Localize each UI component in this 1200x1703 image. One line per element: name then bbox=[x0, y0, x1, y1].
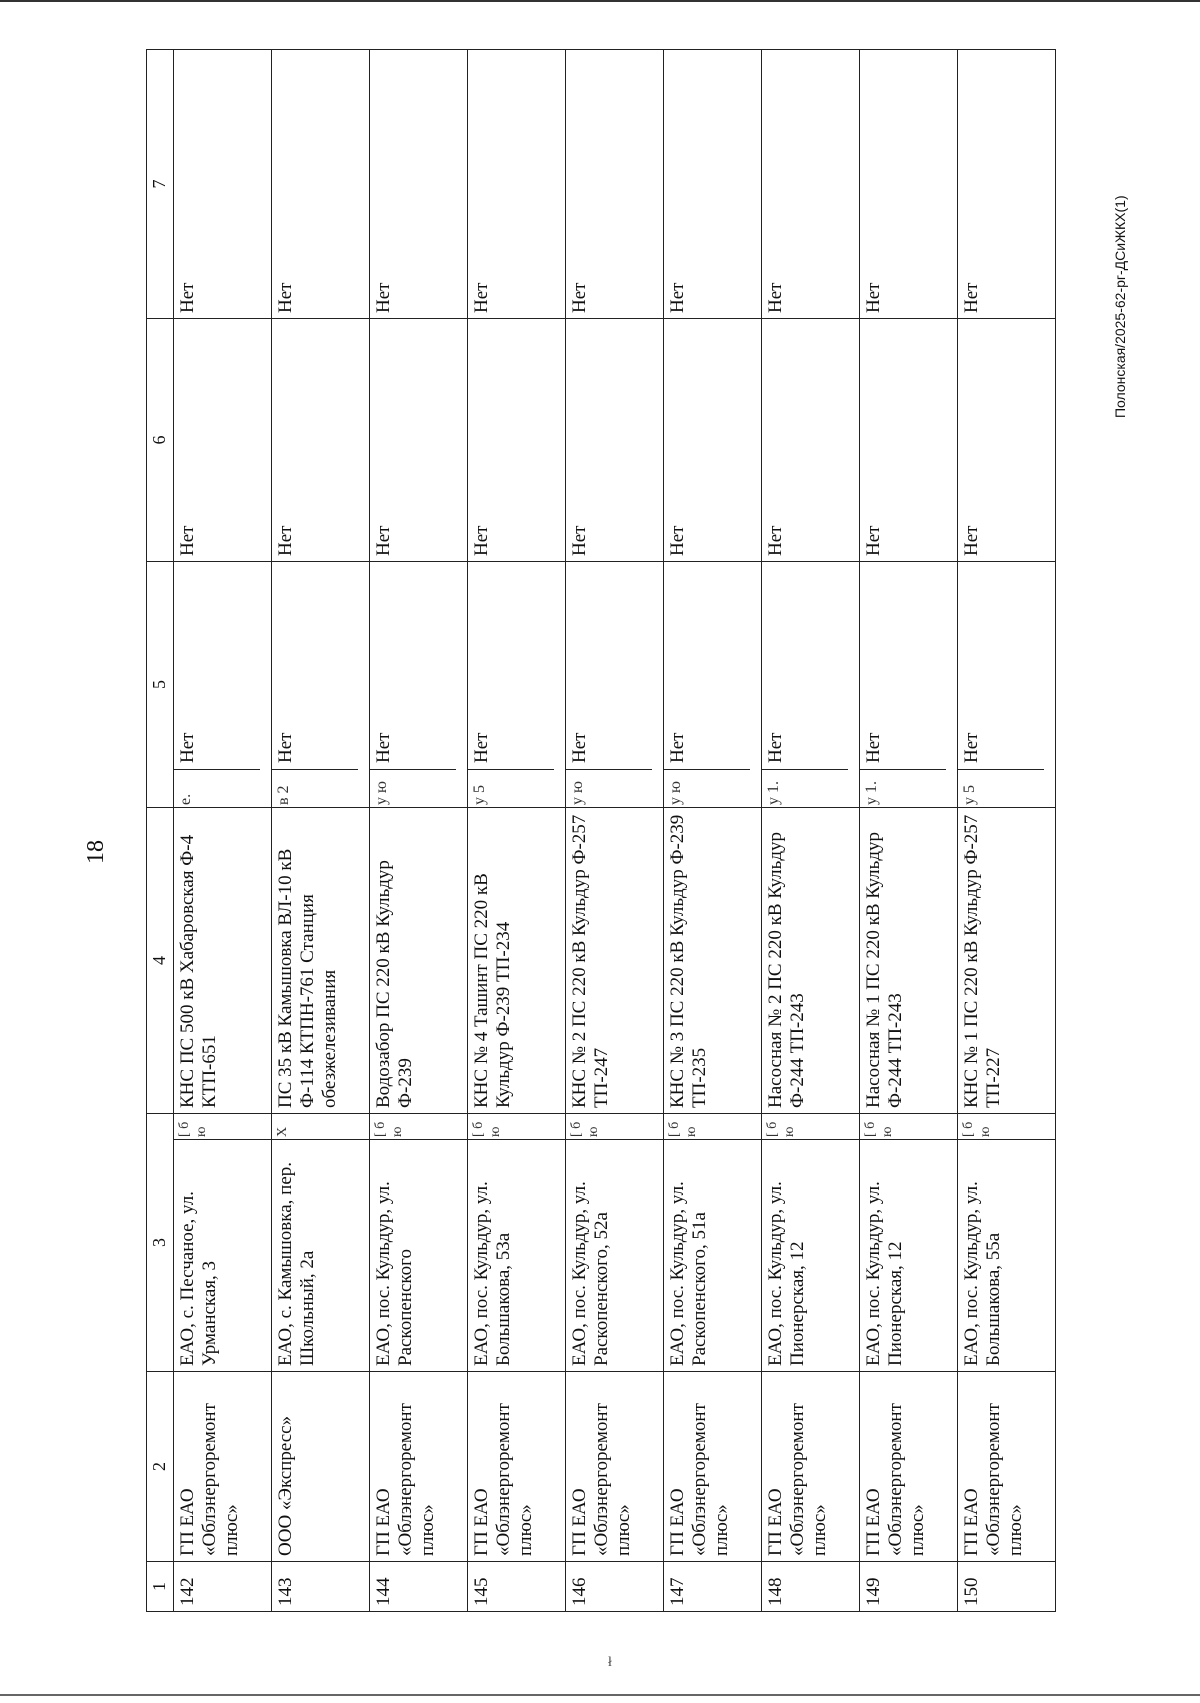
cell-organization: ГП ЕАО «Облэнергоремонт плюс» bbox=[174, 1372, 272, 1562]
cell-col7: Нет bbox=[468, 50, 566, 319]
cell-organization: ГП ЕАО «Облэнергоремонт плюс» bbox=[566, 1372, 664, 1562]
table-row bbox=[272, 50, 370, 1612]
cell-organization: ГП ЕАО «Облэнергоремонт плюс» bbox=[958, 1372, 1056, 1562]
cut-text-fragment: у 1. bbox=[762, 769, 848, 807]
cut-text-fragment: [ б ю bbox=[958, 1114, 1055, 1140]
cut-text-fragment: [ б ю bbox=[370, 1114, 467, 1140]
cell-address bbox=[762, 1114, 860, 1372]
value-text: Нет bbox=[569, 732, 590, 763]
cell-col5 bbox=[860, 562, 958, 808]
table-row bbox=[860, 50, 958, 1612]
address-text: ЕАО, пос. Кульдур, ул. Большакова, 55а bbox=[961, 1181, 1004, 1366]
cell-number: 149 bbox=[860, 1562, 958, 1612]
cell-col5 bbox=[566, 562, 664, 808]
cell-organization: ГП ЕАО «Облэнергоремонт плюс» bbox=[860, 1372, 958, 1562]
cell-number: 147 bbox=[664, 1562, 762, 1612]
cell-col7: Нет bbox=[860, 50, 958, 319]
top-scan-edge bbox=[0, 0, 1200, 6]
cell-power-source: Водозабор ПС 220 кВ Кульдур Ф-239 bbox=[370, 808, 468, 1114]
cell-address bbox=[860, 1114, 958, 1372]
cell-col7: Нет bbox=[958, 50, 1056, 319]
cell-power-source: КНС № 4 Ташинт ПС 220 кВ Кульдур Ф-239 ТП-234 bbox=[468, 808, 566, 1114]
table-row bbox=[468, 50, 566, 1612]
cell-col7: Нет bbox=[762, 50, 860, 319]
address-text: ЕАО, пос. Кульдур, ул. Пионерская, 12 bbox=[765, 1181, 808, 1366]
cell-organization: ГП ЕАО «Облэнергоремонт плюс» bbox=[370, 1372, 468, 1562]
cut-text-fragment: у ю bbox=[566, 769, 652, 807]
col-header-6: 6 bbox=[147, 319, 174, 562]
cut-text-fragment: Х bbox=[272, 1114, 369, 1140]
cell-col6: Нет bbox=[762, 319, 860, 562]
cell-number: 145 bbox=[468, 1562, 566, 1612]
cell-number: 143 bbox=[272, 1562, 370, 1612]
cell-col5 bbox=[958, 562, 1056, 808]
cell-power-source: Насосная № 2 ПС 220 кВ Кульдур Ф-244 ТП-243 bbox=[762, 808, 860, 1114]
cell-number: 150 bbox=[958, 1562, 1056, 1612]
cell-col6: Нет bbox=[958, 319, 1056, 562]
cell-col6: Нет bbox=[272, 319, 370, 562]
cell-organization: ГП ЕАО «Облэнергоремонт плюс» bbox=[762, 1372, 860, 1562]
value-text: Нет bbox=[177, 732, 198, 763]
bottom-scan-edge bbox=[0, 1694, 1200, 1696]
cell-col6: Нет bbox=[566, 319, 664, 562]
address-text: ЕАО, с. Песчаное, ул. Урманская, 3 bbox=[177, 1191, 220, 1366]
cell-address bbox=[468, 1114, 566, 1372]
address-text: ЕАО, пос. Кульдур, ул. Раскопенского, 51а bbox=[667, 1181, 710, 1366]
cell-col7: Нет bbox=[272, 50, 370, 319]
cell-col5 bbox=[272, 562, 370, 808]
value-text: Нет bbox=[373, 732, 394, 763]
cell-col6: Нет bbox=[174, 319, 272, 562]
cell-power-source: ПС 35 кВ Камышовка ВЛ-10 кВ Ф-114 КТПН-761 Станция обезжелезивания bbox=[272, 808, 370, 1114]
cut-text-fragment: у 1. bbox=[860, 769, 946, 807]
table-row bbox=[370, 50, 468, 1612]
cell-col7: Нет bbox=[664, 50, 762, 319]
cell-organization: ООО «Экспресс» bbox=[272, 1372, 370, 1562]
cell-number: 142 bbox=[174, 1562, 272, 1612]
cut-text-fragment: [ б ю bbox=[664, 1114, 761, 1140]
cut-text-fragment: [ б ю bbox=[762, 1114, 859, 1140]
scan-mark: ł bbox=[608, 1655, 612, 1670]
cut-text-fragment: [ б ю bbox=[566, 1114, 663, 1140]
value-text: Нет bbox=[471, 732, 492, 763]
col-header-2: 2 bbox=[147, 1372, 174, 1562]
value-text: Нет bbox=[275, 732, 296, 763]
col-header-1: 1 bbox=[147, 1562, 174, 1612]
data-table bbox=[146, 49, 1056, 1612]
cell-col5 bbox=[762, 562, 860, 808]
cell-power-source: КНС № 1 ПС 220 кВ Кульдур Ф-257 ТП-227 bbox=[958, 808, 1056, 1114]
cell-col5 bbox=[468, 562, 566, 808]
col-header-3: 3 bbox=[147, 1114, 174, 1372]
address-text: ЕАО, пос. Кульдур, ул. Большакова, 53а bbox=[471, 1181, 514, 1366]
cell-number: 148 bbox=[762, 1562, 860, 1612]
cell-col5 bbox=[664, 562, 762, 808]
value-text: Нет bbox=[765, 732, 786, 763]
table-row bbox=[566, 50, 664, 1612]
cut-text-fragment: у ю bbox=[664, 769, 750, 807]
cell-col7: Нет bbox=[370, 50, 468, 319]
cell-col7: Нет bbox=[174, 50, 272, 319]
cell-power-source: КНС ПС 500 кВ Хабаровская Ф-4 КТП-651 bbox=[174, 808, 272, 1114]
cut-text-fragment: [ б ю bbox=[468, 1114, 565, 1140]
cut-text-fragment: у ю bbox=[370, 769, 456, 807]
cell-address bbox=[566, 1114, 664, 1372]
value-text: Нет bbox=[667, 732, 688, 763]
address-text: ЕАО, с. Камышовка, пер. Школьный, 2а bbox=[275, 1161, 318, 1366]
address-text: ЕАО, пос. Кульдур, ул. Раскопенского bbox=[373, 1181, 416, 1366]
col-header-5: 5 bbox=[147, 562, 174, 808]
cut-text-fragment: [ б ю bbox=[174, 1114, 271, 1140]
document-reference: Полонская/2025-62-рг-ДСиЖКХ(1) bbox=[1112, 195, 1128, 418]
cell-col6: Нет bbox=[860, 319, 958, 562]
cell-power-source: Насосная № 1 ПС 220 кВ Кульдур Ф-244 ТП-243 bbox=[860, 808, 958, 1114]
cell-col5 bbox=[370, 562, 468, 808]
address-text: ЕАО, пос. Кульдур, ул. Раскопенского, 52а bbox=[569, 1181, 612, 1366]
cell-col6: Нет bbox=[370, 319, 468, 562]
col-header-4: 4 bbox=[147, 808, 174, 1114]
cell-address bbox=[370, 1114, 468, 1372]
cell-address bbox=[174, 1114, 272, 1372]
table-row bbox=[664, 50, 762, 1612]
address-text: ЕАО, пос. Кульдур, ул. Пионерская, 12 bbox=[863, 1181, 906, 1366]
cell-organization: ГП ЕАО «Облэнергоремонт плюс» bbox=[468, 1372, 566, 1562]
col-header-7: 7 bbox=[147, 50, 174, 319]
cell-col5 bbox=[174, 562, 272, 808]
table-container bbox=[146, 50, 1056, 1612]
table-row bbox=[762, 50, 860, 1612]
table-row bbox=[958, 50, 1056, 1612]
cut-text-fragment: у 5 bbox=[958, 769, 1044, 807]
page-number: 18 bbox=[83, 840, 109, 864]
table-row bbox=[174, 50, 272, 1612]
cell-address bbox=[958, 1114, 1056, 1372]
value-text: Нет bbox=[961, 732, 982, 763]
cell-col7: Нет bbox=[566, 50, 664, 319]
cell-address bbox=[664, 1114, 762, 1372]
cell-power-source: КНС № 3 ПС 220 кВ Кульдур Ф-239 ТП-235 bbox=[664, 808, 762, 1114]
cell-organization: ГП ЕАО «Облэнергоремонт плюс» bbox=[664, 1372, 762, 1562]
cell-address bbox=[272, 1114, 370, 1372]
cut-text-fragment: [ б ю bbox=[860, 1114, 957, 1140]
cell-power-source: КНС № 2 ПС 220 кВ Кульдур Ф-257 ТП-247 bbox=[566, 808, 664, 1114]
cell-col6: Нет bbox=[468, 319, 566, 562]
cut-text-fragment: у 5 bbox=[468, 769, 554, 807]
cell-number: 144 bbox=[370, 1562, 468, 1612]
cell-number: 146 bbox=[566, 1562, 664, 1612]
header-row bbox=[147, 50, 174, 1612]
value-text: Нет bbox=[863, 732, 884, 763]
cut-text-fragment: е. bbox=[174, 769, 260, 807]
cut-text-fragment: в 2 bbox=[272, 769, 358, 807]
cell-col6: Нет bbox=[664, 319, 762, 562]
